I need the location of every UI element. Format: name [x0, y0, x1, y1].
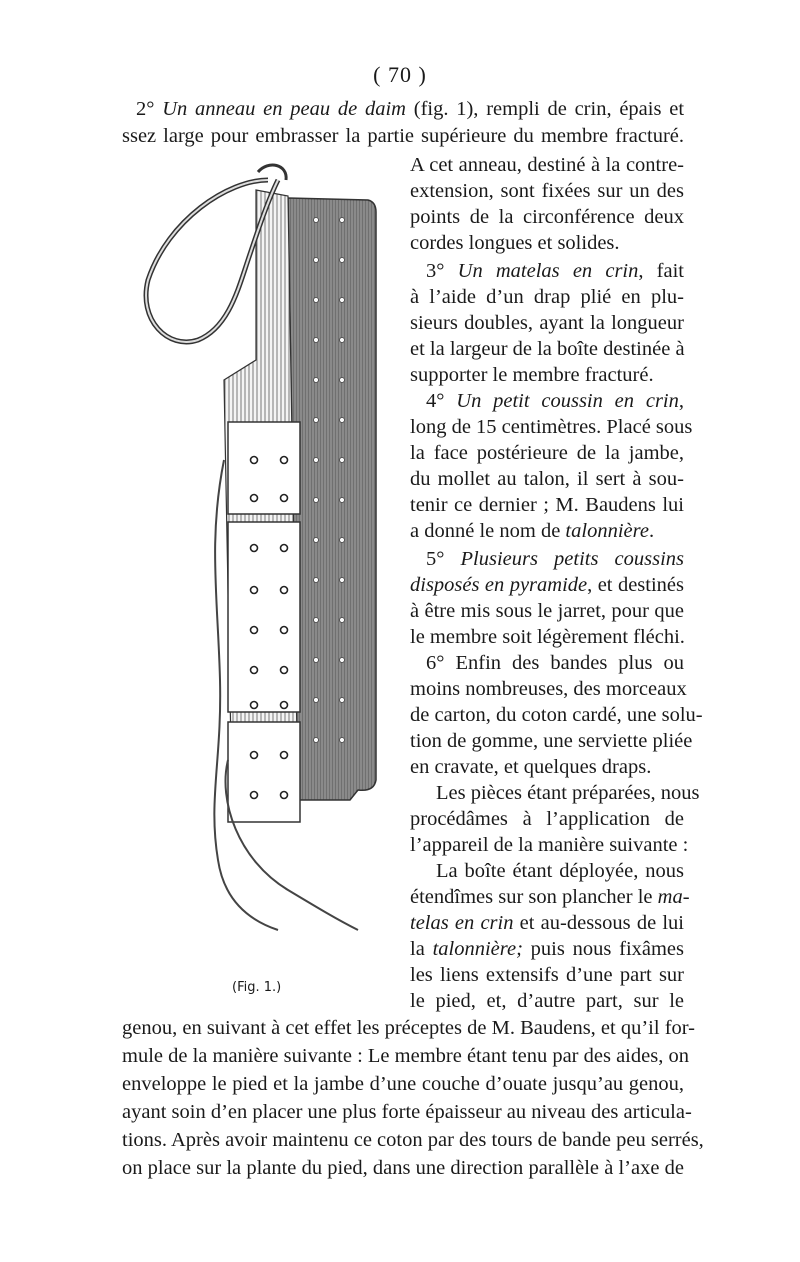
text-line: A cet anneau, destiné à la contre- [410, 154, 684, 176]
text-line: à l’aide d’un drap plié en plu- [410, 286, 684, 308]
text-line: points de la circonférence deux [410, 206, 684, 228]
text-line: cordes longues et solides. [410, 232, 620, 254]
text-line: les liens extensifs d’une part sur [410, 964, 684, 986]
text-line: La boîte étant déployée, nous [436, 860, 684, 882]
text-line: extension, sont fixées sur un des [410, 180, 684, 202]
text-line: mule de la manière suivante : Le membre étant tenu par des aides, on [122, 1045, 689, 1067]
text-line: Les pièces étant préparées, nous [436, 782, 700, 804]
text-line: tion de gomme, une serviette pliée [410, 730, 693, 752]
text-line: 6° Enfin des bandes plus ou [426, 652, 684, 674]
text-line: 3° Un matelas en crin, fait [426, 260, 684, 282]
text-line: supporter le membre fracturé. [410, 364, 654, 386]
text-line: 4° Un petit coussin en crin, [426, 390, 684, 412]
text-line: on place sur la plante du pied, dans une direction parallèle à l’axe de [122, 1157, 684, 1179]
text-line: le membre soit légèrement fléchi. [410, 626, 685, 648]
text-line: étendîmes sur son plancher le ma- [410, 886, 690, 908]
text-line: à être mis sous le jarret, pour que [410, 600, 684, 622]
figure-illustration [128, 160, 398, 940]
text-line: moins nombreuses, des morceaux [410, 678, 687, 700]
text-line: le pied, et, d’autre part, sur le [410, 990, 684, 1012]
text-line: tenir ce dernier ; M. Baudens lui [410, 494, 684, 516]
text-line: en cravate, et quelques draps. [410, 756, 652, 778]
figure-caption: (Fig. 1.) [232, 980, 282, 995]
text-line: enveloppe le pied et la jambe d’une couche d’ouate jusqu’au genou, [122, 1073, 684, 1095]
page-number: ( 70 ) [373, 62, 427, 87]
splint-box-icon [128, 160, 398, 940]
text-line: ssez large pour embrasser la partie supérieure du membre fracturé. [122, 125, 684, 147]
text-line: genou, en suivant à cet effet les préceptes de M. Baudens, et qu’il for- [122, 1017, 696, 1039]
text-line: sieurs doubles, ayant la longueur [410, 312, 684, 334]
text-line: du mollet au talon, il sert à sou- [410, 468, 684, 490]
text-line: 5° Plusieurs petits coussins [426, 548, 685, 570]
text-line: et la largeur de la boîte destinée à [410, 338, 685, 360]
text-line: l’appareil de la manière suivante : [410, 834, 689, 856]
text-line: la face postérieure de la jambe, [410, 442, 684, 464]
text-line: disposés en pyramide, et destinés [410, 574, 684, 596]
text-line: 2° Un anneau en peau de daim (fig. 1), rempli de crin, épais et [136, 98, 685, 120]
text-line: la talonnière; puis nous fixâmes [410, 938, 685, 960]
text-line: tions. Après avoir maintenu ce coton par des tours de bande peu serrés, [122, 1129, 704, 1151]
text-line: telas en crin et au-dessous de lui [410, 912, 684, 934]
text-line: ayant soin d’en placer une plus forte épaisseur au niveau des articula- [122, 1101, 692, 1123]
text-line: long de 15 centimètres. Placé sous [410, 416, 693, 438]
text-line: a donné le nom de talonnière. [410, 520, 655, 542]
text-line: de carton, du coton cardé, une solu- [410, 704, 703, 726]
text-line: procédâmes à l’application de [410, 808, 684, 830]
